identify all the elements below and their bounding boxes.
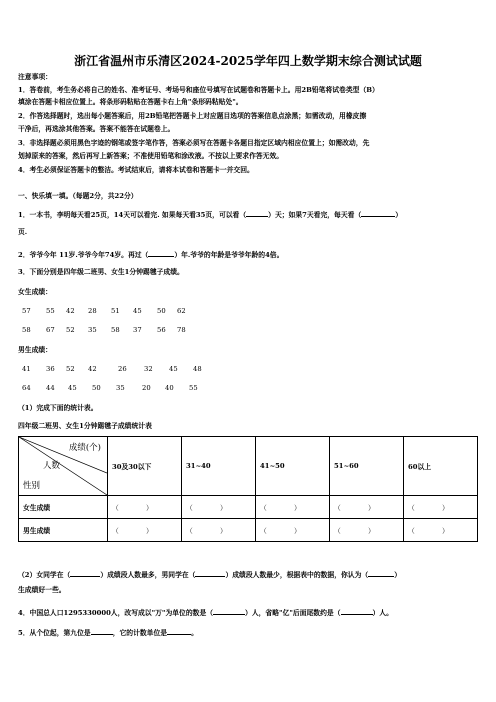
answer-blank[interactable] bbox=[148, 249, 174, 257]
girls-label: 女生成绩： bbox=[18, 288, 52, 296]
score: 41 bbox=[22, 365, 31, 373]
column-header: 60以上 bbox=[404, 437, 478, 496]
question-text: ）天；如果7天看完，每天看（ bbox=[268, 211, 362, 219]
score: 62 bbox=[177, 307, 186, 315]
score: 48 bbox=[193, 365, 202, 373]
table-header-row bbox=[19, 437, 478, 496]
score: 52 bbox=[66, 326, 75, 334]
table-row bbox=[19, 496, 478, 519]
table-cell[interactable] bbox=[404, 519, 478, 542]
table-cell[interactable] bbox=[182, 519, 256, 542]
answer-blank[interactable] bbox=[361, 209, 395, 217]
score: 58 bbox=[111, 326, 120, 334]
question-text: ）成绩段人数最多，男同学在（ bbox=[100, 571, 196, 579]
corner-label-count: 人数 bbox=[43, 461, 61, 471]
sub-question-2 bbox=[18, 569, 401, 580]
notice-line: 填涂在答题卡相应位置上。将条形码粘贴在答题卡右上角"条形码粘贴处"。 bbox=[18, 98, 243, 106]
score: 45 bbox=[68, 384, 77, 392]
score: 26 bbox=[118, 365, 127, 373]
table-cell[interactable] bbox=[330, 519, 404, 542]
answer-blank[interactable] bbox=[167, 627, 191, 635]
score: 28 bbox=[88, 307, 97, 315]
page-title: 浙江省温州市乐清区2024-2025学年四上数学期末综合测试试题 bbox=[74, 54, 422, 68]
table-cell[interactable] bbox=[256, 519, 330, 542]
score: 51 bbox=[111, 307, 120, 315]
question-text: 5．从个位起，第九位是 bbox=[18, 629, 91, 637]
answer-blank: （ ） bbox=[260, 504, 301, 512]
column-header: 31~40 bbox=[182, 437, 256, 496]
score: 45 bbox=[133, 307, 142, 315]
row-header: 男生成绩 bbox=[19, 519, 108, 542]
notice-line: 2．作答选择题时，选出每小题答案后，用2B铅笔把答题卡上对应题目选项的答案信息点涂黑；如需改动，用橡皮擦 bbox=[18, 112, 367, 120]
answer-blank[interactable] bbox=[213, 607, 245, 615]
score: 40 bbox=[165, 384, 174, 392]
column-header: 51~60 bbox=[330, 437, 404, 496]
score: 50 bbox=[92, 384, 101, 392]
question-text: ）人。 bbox=[372, 609, 393, 617]
answer-blank: （ ） bbox=[112, 504, 153, 512]
answer-blank[interactable] bbox=[91, 627, 113, 635]
answer-blank: （ ） bbox=[408, 504, 449, 512]
score: 45 bbox=[169, 365, 178, 373]
answer-blank[interactable] bbox=[368, 569, 394, 577]
notice-line: 4．考生必须保证答题卡的整洁。考试结束后，请将本试卷和答题卡一并交回。 bbox=[18, 166, 254, 174]
question-2 bbox=[18, 249, 283, 260]
answer-blank: （ ） bbox=[408, 527, 449, 535]
score: 67 bbox=[46, 326, 55, 334]
score: 42 bbox=[88, 365, 97, 373]
table-row bbox=[19, 519, 478, 542]
answer-blank: （ ） bbox=[112, 527, 153, 535]
table-cell[interactable] bbox=[108, 519, 182, 542]
score: 44 bbox=[46, 384, 55, 392]
score-statistics-table bbox=[18, 436, 478, 542]
question-4 bbox=[18, 607, 393, 618]
answer-blank[interactable] bbox=[195, 569, 225, 577]
score: 50 bbox=[157, 307, 166, 315]
score: 32 bbox=[144, 365, 153, 373]
answer-blank: （ ） bbox=[260, 527, 301, 535]
question-text: ） bbox=[394, 571, 401, 579]
notice-heading: 注意事项： bbox=[18, 73, 52, 81]
score: 78 bbox=[177, 326, 186, 334]
answer-blank: （ ） bbox=[186, 527, 227, 535]
score: 55 bbox=[189, 384, 198, 392]
score: 57 bbox=[22, 307, 31, 315]
corner-label-score: 成绩(个) bbox=[68, 443, 101, 453]
score: 64 bbox=[22, 384, 31, 392]
question-text: 2．爷爷今年 11岁.爷爷今年74岁。再过（ bbox=[18, 251, 149, 259]
sub-question-2-continued: 生成绩好一些。 bbox=[18, 586, 66, 594]
question-text: 4．中国总人口1295330000人，改写成以"万"为单位的数是（ bbox=[18, 609, 214, 617]
score: 35 bbox=[88, 326, 97, 334]
answer-blank[interactable] bbox=[341, 607, 373, 615]
section-heading: 一、快乐填一填。（每题2分，共22分） bbox=[18, 192, 138, 200]
question-text: 。 bbox=[191, 629, 198, 637]
notice-line: 划掉原来的答案，然后再写上新答案；不准使用铅笔和涂改液。不按以上要求作答无效。 bbox=[18, 152, 284, 160]
question-text: ）成绩段人数最少，根据表中的数据，你认为（ bbox=[225, 571, 369, 579]
notice-line: 1．答卷前，考生务必将自己的姓名、准考证号、考场号和座位号填写在试题卷和答题卡上。用2B铅笔将试卷类型（B） bbox=[18, 86, 379, 94]
question-5 bbox=[18, 627, 198, 638]
question-1-continued: 页. bbox=[18, 228, 28, 236]
score: 36 bbox=[46, 365, 55, 373]
question-text: ）人，省略"亿"后面尾数约是（ bbox=[245, 609, 341, 617]
score: 35 bbox=[116, 384, 125, 392]
answer-blank: （ ） bbox=[334, 527, 375, 535]
answer-blank[interactable] bbox=[246, 209, 268, 217]
question-1 bbox=[18, 209, 402, 220]
answer-blank: （ ） bbox=[186, 504, 227, 512]
table-title: 四年级二班男、女生1分钟踢毽子成绩统计表 bbox=[18, 422, 152, 430]
table-cell[interactable] bbox=[108, 496, 182, 519]
score: 55 bbox=[46, 307, 55, 315]
notice-line: 3．非选择题必须用黑色字迹的钢笔或签字笔作答，答案必须写在答题卡各题目指定区域内相应位置上；如需改动，先 bbox=[18, 139, 370, 147]
corner-label-gender: 性别 bbox=[23, 481, 41, 491]
table-cell[interactable] bbox=[182, 496, 256, 519]
score: 20 bbox=[142, 384, 151, 392]
score: 37 bbox=[133, 326, 142, 334]
question-3: 3．下面分别是四年级二班男、女生1分钟踢毽子成绩。 bbox=[18, 268, 184, 276]
score: 56 bbox=[157, 326, 166, 334]
question-text: ） bbox=[395, 211, 403, 219]
table-cell[interactable] bbox=[330, 496, 404, 519]
sub-question-1: （1）完成下面的统计表。 bbox=[18, 404, 98, 412]
column-header: 41~50 bbox=[256, 437, 330, 496]
notice-line: 干净后，再选涂其他答案。答案不能答在试题卷上。 bbox=[18, 125, 175, 133]
answer-blank: （ ） bbox=[334, 504, 375, 512]
answer-blank[interactable] bbox=[70, 569, 100, 577]
score: 52 bbox=[66, 365, 75, 373]
column-header: 30及30以下 bbox=[108, 437, 182, 496]
table-cell[interactable] bbox=[404, 496, 478, 519]
table-cell[interactable] bbox=[256, 496, 330, 519]
score: 58 bbox=[22, 326, 31, 334]
row-header: 女生成绩 bbox=[19, 496, 108, 519]
question-text: ）年.爷爷的年龄是爷爷年龄的4倍。 bbox=[174, 251, 284, 259]
boys-label: 男生成绩： bbox=[18, 346, 52, 354]
question-text: 1．一本书，李明每天看25页，14天可以看完. 如果每天看35页，可以看（ bbox=[18, 211, 247, 219]
question-text: ，它的计数单位是 bbox=[112, 629, 168, 637]
table-corner-cell bbox=[19, 437, 108, 496]
question-text: （2）女同学在（ bbox=[18, 571, 71, 579]
score: 42 bbox=[66, 307, 75, 315]
